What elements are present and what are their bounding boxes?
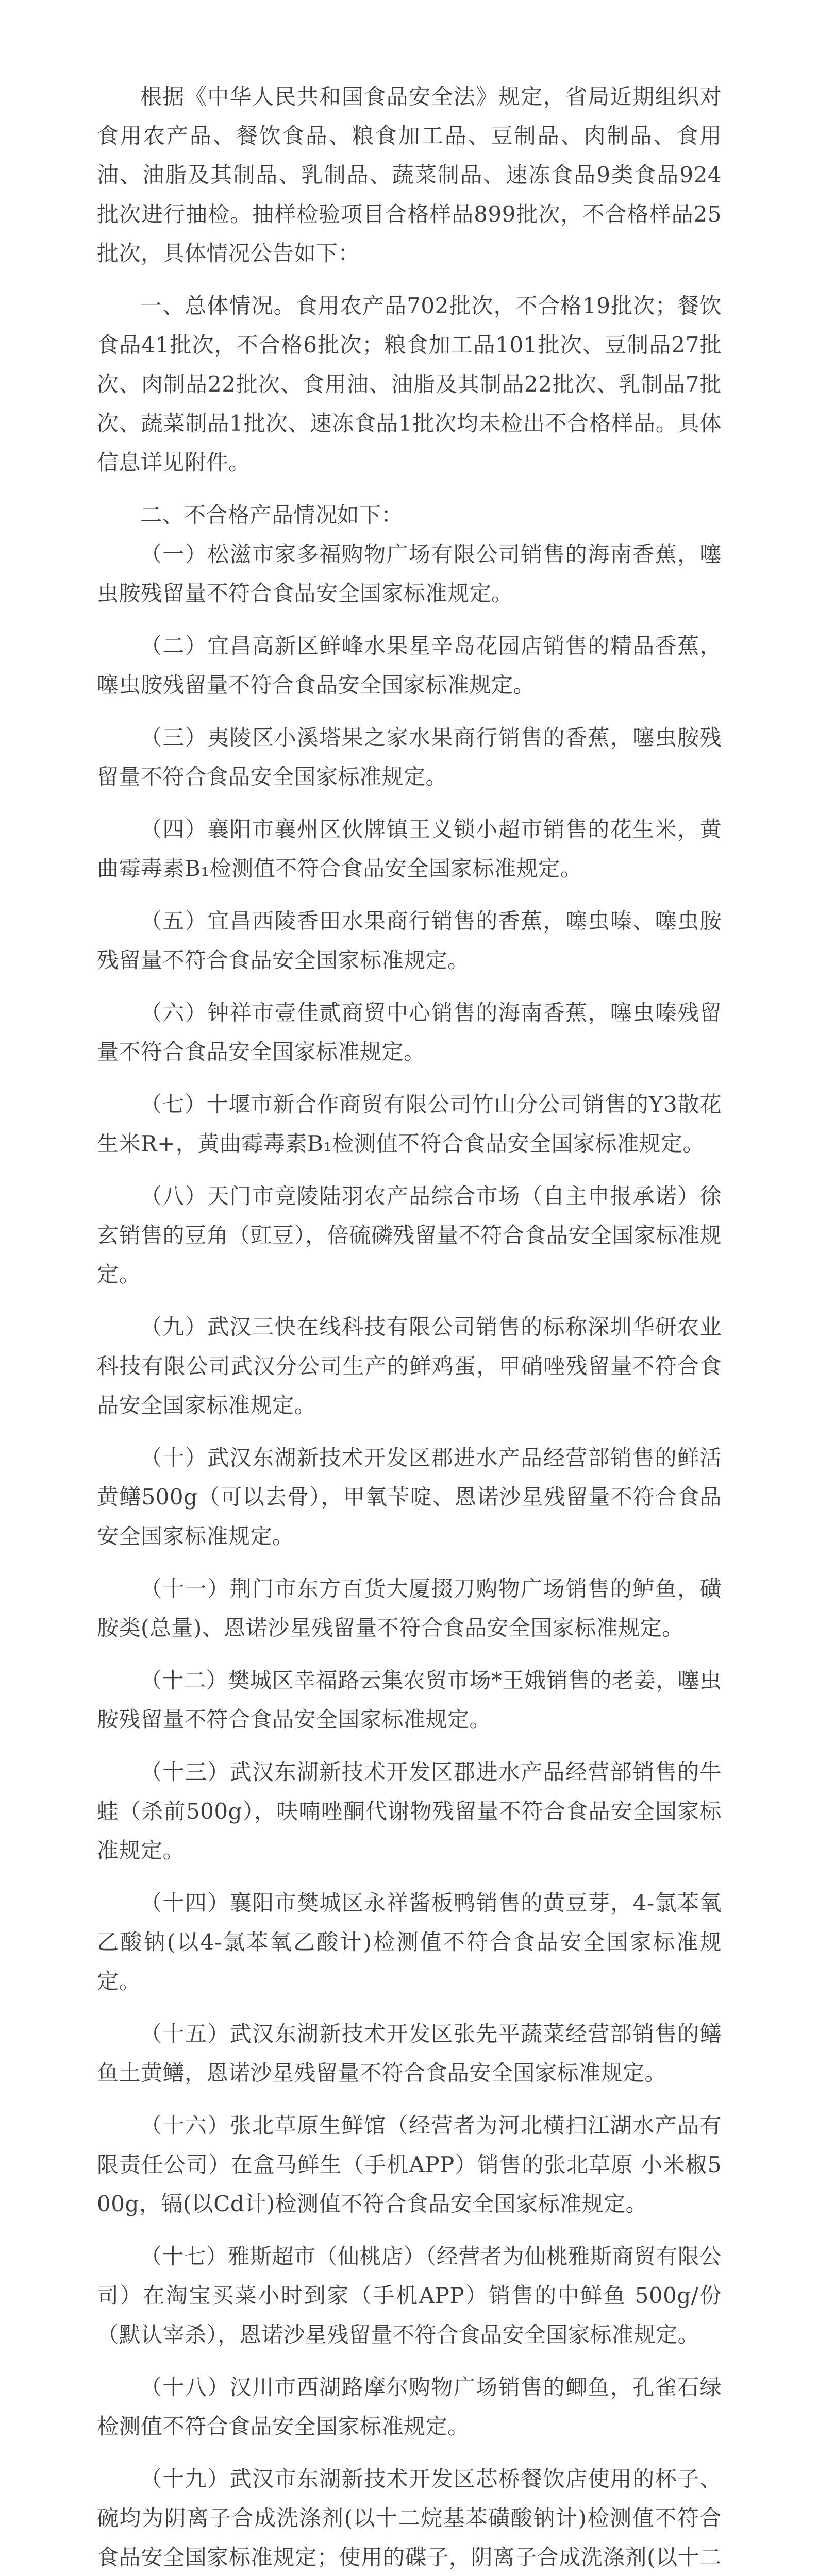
unqualified-item: （十七）雅斯超市（仙桃店）（经营者为仙桃雅斯商贸有限公司）在淘宝买菜小时到家（手机APP）销售的中鲜鱼 500g/份（默认宰杀），恩诺沙星残留量不符合食品安全国家标准规定。 xyxy=(97,2244,722,2347)
unqualified-item: （十六）张北草原生鲜馆（经营者为河北横扫江湖水产品有限责任公司）在盒马鲜生（手机APP）销售的张北草原 小米椒500g，镉(以Cd计)检测值不符合食品安全国家标准规定。 xyxy=(97,2113,722,2216)
unqualified-item: （七）十堰市新合作商贸有限公司竹山分公司销售的Y3散花生米R+，黄曲霉毒素B₁检测值不符合食品安全国家标准规定。 xyxy=(97,1092,722,1156)
unqualified-item: （八）天门市竟陵陆羽农产品综合市场（自主申报承诺）徐玄销售的豆角（豇豆），倍硫磷残留量不符合食品安全国家标准规定。 xyxy=(97,1183,722,1287)
unqualified-item: （二）宜昌高新区鲜峰水果星辛岛花园店销售的精品香蕉，噻虫胺残留量不符合食品安全国家标准规定。 xyxy=(97,633,722,698)
unqualified-item: （五）宜昌西陵香田水果商行销售的香蕉，噻虫嗪、噻虫胺残留量不符合食品安全国家标准规定。 xyxy=(97,908,722,973)
unqualified-item: （十五）武汉东湖新技术开发区张先平蔬菜经营部销售的鳝鱼土黄鳝，恩诺沙星残留量不符合食品安全国家标准规定。 xyxy=(97,2021,722,2086)
unqualified-item: （十三）武汉东湖新技术开发区郡进水产品经营部销售的牛蛙（杀前500g），呋喃唑酮代谢物残留量不符合食品安全国家标准规定。 xyxy=(97,1759,722,1863)
unqualified-item: （十一）荆门市东方百货大厦掇刀购物广场销售的鲈鱼，磺胺类(总量)、恩诺沙星残留量不符合食品安全国家标准规定。 xyxy=(97,1576,722,1640)
unqualified-item: （十二）樊城区幸福路云集农贸市场*王娥销售的老姜，噻虫胺残留量不符合食品安全国家标准规定。 xyxy=(97,1668,722,1732)
section-overall: 一、总体情况。食用农产品702批次，不合格19批次；餐饮食品41批次，不合格6批次；粮食加工品101批次、豆制品27批次、肉制品22批次、食用油、油脂及其制品22批次、乳制品7批次、蔬菜制品1批次、速冻食品1批次均未检出不合格样品。具体信息详见附件。 xyxy=(97,293,722,475)
unqualified-item: （十四）襄阳市樊城区永祥酱板鸭销售的黄豆芽，4-氯苯氧乙酸钠(以4-氯苯氧乙酸计)检测值不符合食品安全国家标准规定。 xyxy=(97,1890,722,1994)
unqualified-item: （九）武汉三快在线科技有限公司销售的标称深圳华研农业科技有限公司武汉分公司生产的鲜鸡蛋，甲硝唑残留量不符合食品安全国家标准规定。 xyxy=(97,1314,722,1418)
announcement-body xyxy=(97,77,722,2576)
unqualified-item: （三）夷陵区小溪塔果之家水果商行销售的香蕉，噻虫胺残留量不符合食品安全国家标准规定。 xyxy=(97,725,722,789)
unqualified-item: （十九）武汉市东湖新技术开发区芯桥餐饮店使用的杯子、碗均为阴离子合成洗涤剂(以十二烷基苯磺酸钠计)检测值不符合食品安全国家标准规定；使用的碟子，阴离子合成洗涤剂(以十二 xyxy=(97,2466,722,2570)
section-unqualified-title: 二、不合格产品情况如下： xyxy=(140,502,404,528)
unqualified-items-list xyxy=(97,535,722,2576)
unqualified-item: （十八）汉川市西湖路摩尔购物广场销售的鲫鱼，孔雀石绿检测值不符合食品安全国家标准规定。 xyxy=(97,2375,722,2439)
intro-paragraph: 根据《中华人民共和国食品安全法》规定，省局近期组织对食用农产品、餐饮食品、粮食加工品、豆制品、肉制品、食用油、油脂及其制品、乳制品、蔬菜制品、速冻食品9类食品924批次进行抽检。抽样检验项目合格样品899批次，不合格样品25批次，具体情况公告如下： xyxy=(97,84,722,266)
unqualified-item: （十）武汉东湖新技术开发区郡进水产品经营部销售的鲜活黄鳝500g（可以去骨），甲氧苄啶、恩诺沙星残留量不符合食品安全国家标准规定。 xyxy=(97,1445,722,1549)
unqualified-item: （一）松滋市家多福购物广场有限公司销售的海南香蕉，噻虫胺残留量不符合食品安全国家标准规定。 xyxy=(97,541,722,606)
unqualified-item: （六）钟祥市壹佳贰商贸中心销售的海南香蕉，噻虫嗪残留量不符合食品安全国家标准规定。 xyxy=(97,1000,722,1064)
unqualified-item: （四）襄阳市襄州区伙牌镇王义锁小超市销售的花生米，黄曲霉毒素B₁检测值不符合食品安全国家标准规定。 xyxy=(97,817,722,881)
